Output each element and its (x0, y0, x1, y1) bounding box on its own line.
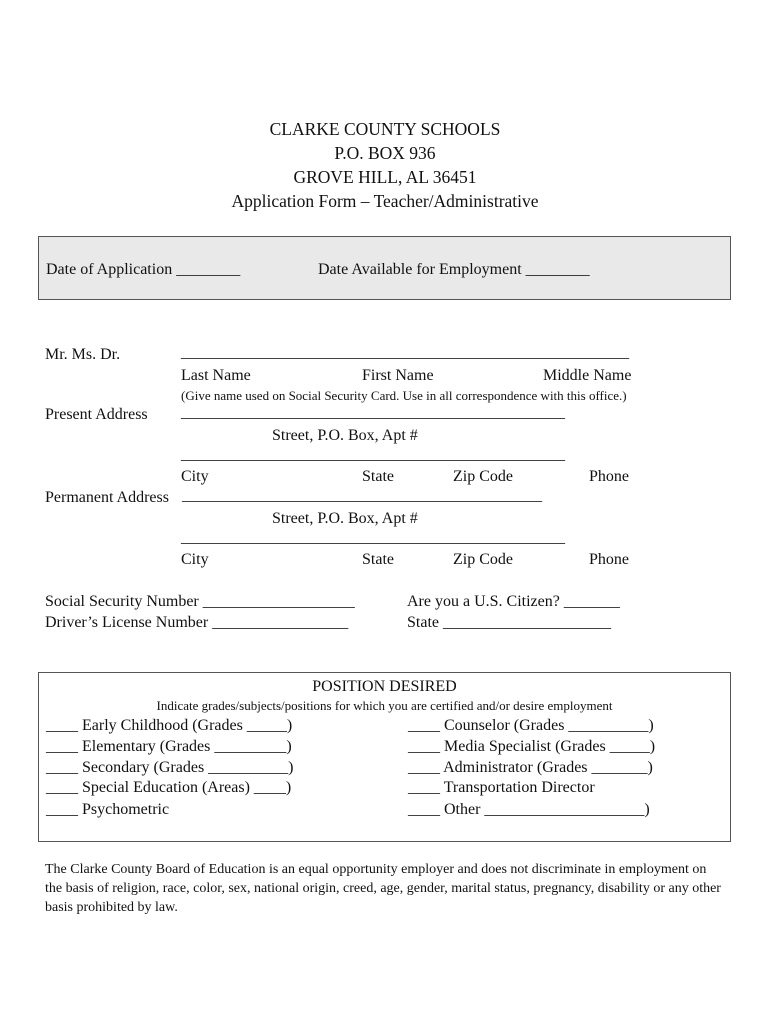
present-zip-caption: Zip Code (453, 468, 513, 485)
option-secondary[interactable]: ____ Secondary (Grades __________) (46, 759, 294, 776)
permanent-street-caption: Street, P.O. Box, Apt # (272, 510, 418, 527)
present-city-caption: City (181, 468, 209, 485)
option-administrator[interactable]: ____ Administrator (Grades _______) (408, 759, 653, 776)
po-box: P.O. BOX 936 (334, 143, 436, 163)
option-other[interactable]: ____ Other ____________________) (408, 801, 650, 818)
position-title: POSITION DESIRED (312, 678, 457, 695)
option-special-education[interactable]: ____ Special Education (Areas) ____) (46, 779, 292, 796)
permanent-city-caption: City (181, 551, 209, 568)
date-of-application-field[interactable]: Date of Application ________ (46, 261, 241, 278)
salutation-options[interactable]: Mr. Ms. Dr. (45, 346, 121, 363)
permanent-zip-caption: Zip Code (453, 551, 513, 568)
permanent-phone-caption: Phone (589, 551, 629, 568)
drivers-license-field[interactable]: Driver’s License Number _________________ (45, 614, 349, 631)
permanent-street-field[interactable]: _____________________________________________ (182, 487, 542, 504)
present-street-field[interactable]: ________________________________________________ (181, 404, 565, 421)
name-field[interactable]: ________________________________________________________ (181, 344, 629, 361)
present-phone-caption: Phone (589, 468, 629, 485)
option-early-childhood[interactable]: ____ Early Childhood (Grades _____) (46, 717, 293, 734)
first-name-caption: First Name (362, 367, 434, 384)
license-state-field[interactable]: State _____________________ (407, 614, 611, 631)
middle-name-caption: Middle Name (543, 367, 632, 384)
position-instructions: Indicate grades/subjects/positions for which you are certified and/or desire employment (156, 698, 613, 713)
option-psychometric[interactable]: ____ Psychometric (46, 801, 170, 818)
org-name: CLARKE COUNTY SCHOOLS (269, 119, 501, 139)
present-city-field[interactable]: ________________________________________________ (181, 446, 565, 463)
name-note: (Give name used on Social Security Card. Use in all correspondence with this office.) (181, 388, 627, 403)
dates-box (38, 236, 731, 300)
option-media-specialist[interactable]: ____ Media Specialist (Grades _____) (408, 738, 656, 755)
present-street-caption: Street, P.O. Box, Apt # (272, 427, 418, 444)
option-elementary[interactable]: ____ Elementary (Grades _________) (46, 738, 292, 755)
form-title: Application Form – Teacher/Administrative (231, 191, 539, 211)
date-available-field[interactable]: Date Available for Employment ________ (318, 261, 590, 278)
permanent-state-caption: State (362, 551, 394, 568)
permanent-city-field[interactable]: ________________________________________________ (181, 529, 565, 546)
option-counselor[interactable]: ____ Counselor (Grades __________) (408, 717, 654, 734)
permanent-address-label: Permanent Address (45, 489, 169, 506)
position-desired-box (38, 672, 731, 842)
eeo-statement: The Clarke County Board of Education is an equal opportunity employer and does not discriminate in employment on the basis of religion, race, color, sex, national origin, creed, age, gender, marital status, pregnancy, disability or any other basis prohibited by law. (45, 862, 721, 915)
ssn-field[interactable]: Social Security Number ___________________ (45, 593, 355, 610)
citizen-field[interactable]: Are you a U.S. Citizen? _______ (407, 593, 620, 610)
present-address-label: Present Address (45, 406, 148, 423)
present-state-caption: State (362, 468, 394, 485)
last-name-caption: Last Name (181, 367, 251, 384)
option-transportation-director[interactable]: ____ Transportation Director (408, 779, 595, 796)
city-line: GROVE HILL, AL 36451 (293, 167, 477, 187)
